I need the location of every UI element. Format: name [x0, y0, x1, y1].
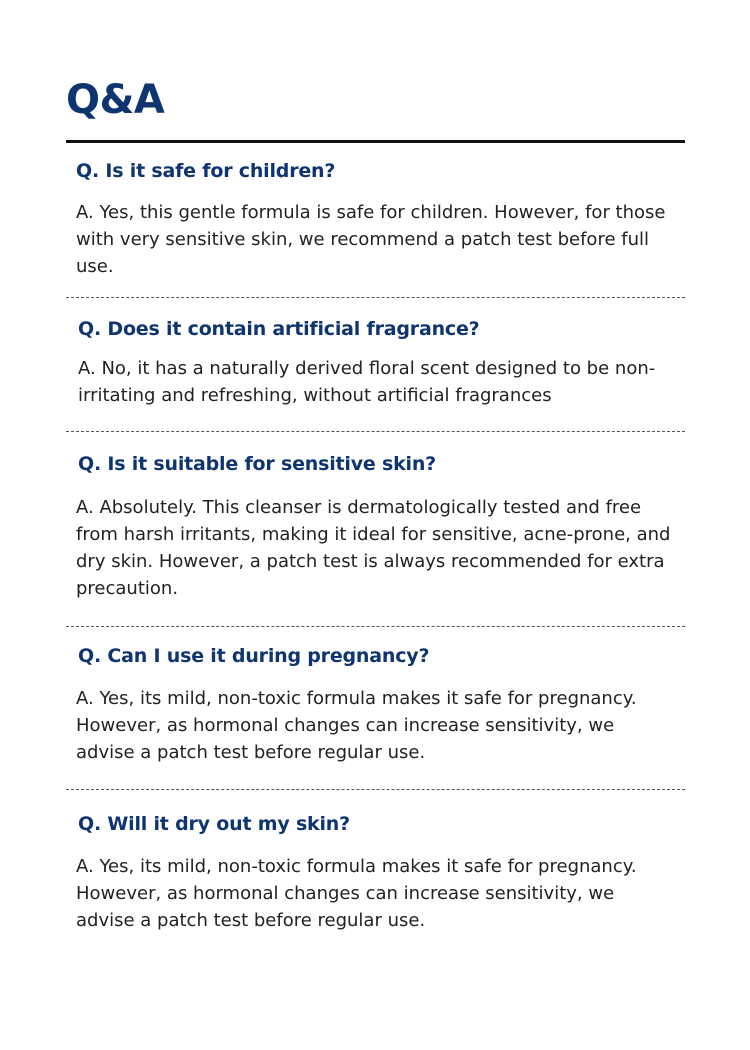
faq-question: Q. Does it contain artificial fragrance? [78, 318, 480, 340]
faq-item-children-safety [76, 159, 696, 280]
faq-answer: A. Yes, its mild, non-toxic formula makes it safe for pregnancy. However, as hormonal changes can increase sensitivity, we advise a patch test before regular use. [76, 856, 637, 931]
faq-answer: A. Absolutely. This cleanser is dermatologically tested and free from harsh irritants, making it ideal for sensitive, acne-prone, and dry skin. However, a patch test is always recommended for extra precaution. [76, 497, 671, 599]
faq-item-sensitive-skin [78, 452, 698, 602]
page-title: Q&A [66, 77, 165, 123]
faq-divider [66, 789, 685, 790]
faq-divider [66, 297, 685, 298]
faq-question: Q. Can I use it during pregnancy? [78, 645, 430, 667]
faq-item-dry-skin [78, 812, 698, 934]
faq-answer: A. Yes, its mild, non-toxic formula makes it safe for pregnancy. However, as hormonal changes can increase sensitivity, we advise a patch test before regular use. [76, 688, 637, 763]
faq-divider [66, 431, 685, 432]
faq-divider [66, 626, 685, 627]
title-underline [66, 140, 685, 143]
faq-question: Q. Is it suitable for sensitive skin? [78, 453, 436, 475]
faq-item-pregnancy [78, 644, 698, 766]
faq-question: Q. Will it dry out my skin? [78, 813, 350, 835]
faq-question: Q. Is it safe for children? [76, 160, 336, 182]
faq-answer: A. No, it has a naturally derived floral scent designed to be non-irritating and refreshing, without artificial fragrances [78, 358, 656, 406]
faq-item-artificial-fragrance [78, 317, 698, 409]
faq-answer: A. Yes, this gentle formula is safe for children. However, for those with very sensitive skin, we recommend a patch test before full use. [76, 202, 666, 277]
